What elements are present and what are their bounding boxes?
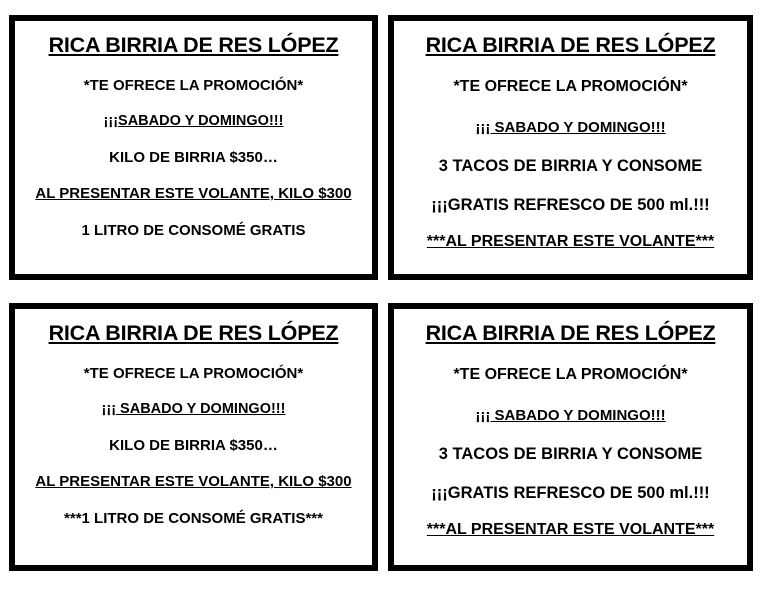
bonus-line: ***1 LITRO DE CONSOMÉ GRATIS***	[64, 510, 323, 527]
condition-line: AL PRESENTAR ESTE VOLANTE, KILO $300	[35, 185, 352, 202]
flyer-bottom-right	[388, 303, 753, 571]
offer-line: KILO DE BIRRIA $350…	[109, 149, 278, 166]
condition-line: AL PRESENTAR ESTE VOLANTE, KILO $300	[35, 473, 352, 490]
offer-line: 3 TACOS DE BIRRIA Y CONSOME	[438, 157, 703, 175]
flyer-title: RICA BIRRIA DE RES LÓPEZ	[48, 321, 339, 345]
condition-line: ***AL PRESENTAR ESTE VOLANTE***	[426, 233, 715, 250]
flyer-bottom-left	[9, 303, 378, 571]
flyer-title: RICA BIRRIA DE RES LÓPEZ	[48, 33, 339, 57]
days-line: ¡¡¡ SABADO Y DOMINGO!!!	[475, 119, 666, 136]
days-line: ¡¡¡SABADO Y DOMINGO!!!	[103, 113, 284, 129]
flyer-top-left	[9, 15, 378, 280]
promo-line: *TE OFRECE LA PROMOCIÓN*	[453, 78, 688, 95]
promo-line: *TE OFRECE LA PROMOCIÓN*	[83, 77, 304, 94]
flyer-top-right	[388, 15, 753, 280]
flyer-title: RICA BIRRIA DE RES LÓPEZ	[425, 33, 716, 57]
offer-line: KILO DE BIRRIA $350…	[109, 437, 278, 454]
bonus-line: ¡¡¡GRATIS REFRESCO DE 500 ml.!!!	[431, 196, 710, 214]
offer-line: 3 TACOS DE BIRRIA Y CONSOME	[438, 445, 703, 463]
promo-line: *TE OFRECE LA PROMOCIÓN*	[453, 366, 688, 383]
days-line: ¡¡¡ SABADO Y DOMINGO!!!	[101, 401, 286, 417]
bonus-line: 1 LITRO DE CONSOMÉ GRATIS	[81, 222, 306, 239]
flyer-title: RICA BIRRIA DE RES LÓPEZ	[425, 321, 716, 345]
condition-line: ***AL PRESENTAR ESTE VOLANTE***	[426, 521, 715, 538]
promo-line: *TE OFRECE LA PROMOCIÓN*	[83, 365, 304, 382]
days-line: ¡¡¡ SABADO Y DOMINGO!!!	[475, 407, 666, 424]
bonus-line: ¡¡¡GRATIS REFRESCO DE 500 ml.!!!	[431, 484, 710, 502]
